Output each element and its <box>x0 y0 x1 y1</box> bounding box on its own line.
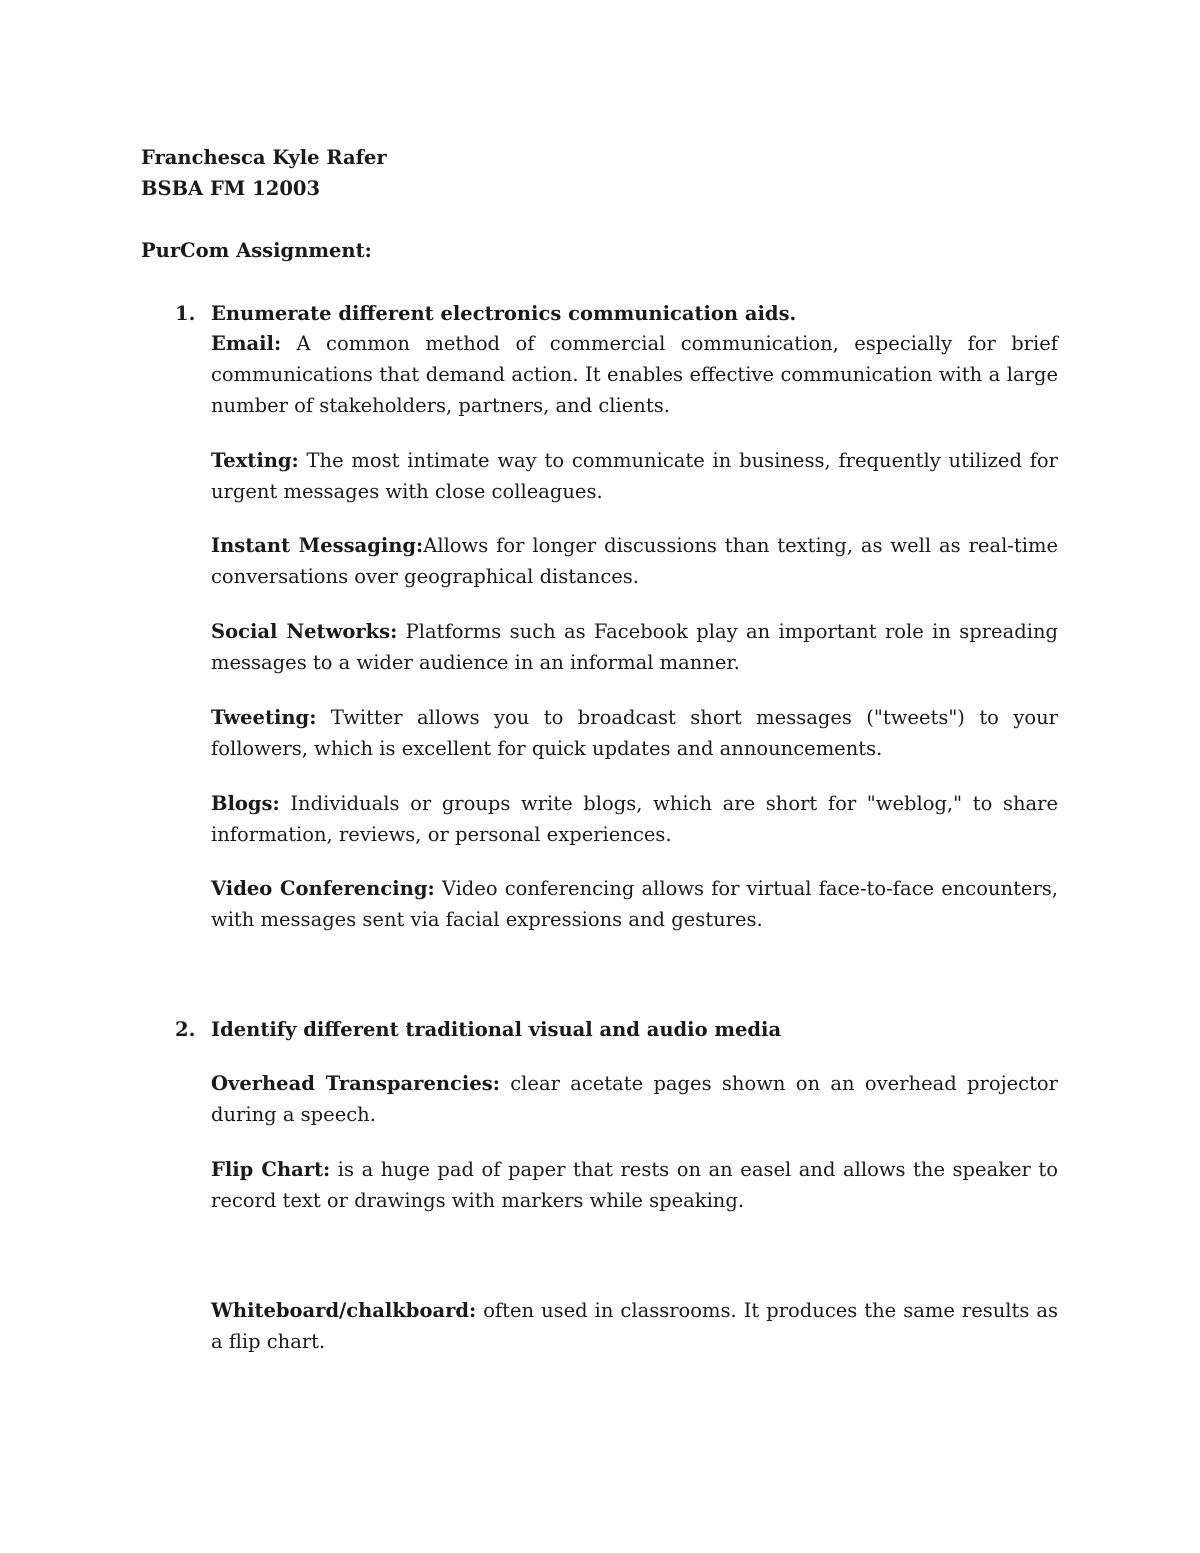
item-term: Blogs: <box>211 792 280 815</box>
course-code: BSBA FM 12003 <box>141 177 321 200</box>
item-flip-chart <box>211 1154 1058 1216</box>
item-texting <box>211 445 1058 507</box>
item-whiteboard-chalkboard <box>211 1295 1058 1357</box>
item-text: Platforms such as Facebook play an important role in spreading messages to a wider audience in an informal manner. <box>211 620 1058 674</box>
item-text: often used in classrooms. It produces the same results as a flip chart. <box>211 1299 1058 1353</box>
item-text: is a huge pad of paper that rests on an easel and allows the speaker to record text or drawings with markers while speaking. <box>211 1158 1058 1212</box>
item-term: Overhead Transparencies: <box>211 1072 500 1095</box>
question-1-number: 1. <box>175 302 196 325</box>
item-text: clear acetate pages shown on an overhead projector during a speech. <box>211 1072 1058 1126</box>
item-text: Video conferencing allows for virtual face-to-face encounters, with messages sent via facial expressions and gestures. <box>211 877 1058 931</box>
item-email <box>211 328 1058 421</box>
item-term: Video Conferencing: <box>211 877 435 900</box>
item-blogs <box>211 788 1058 850</box>
item-term: Texting: <box>211 449 299 472</box>
author-name: Franchesca Kyle Rafer <box>141 146 387 169</box>
item-text: Individuals or groups write blogs, which are short for "weblog," to share information, reviews, or personal experiences. <box>211 792 1058 846</box>
document-header <box>141 142 1061 204</box>
question-1-title <box>175 298 1075 329</box>
item-text: Allows for longer discussions than texting, as well as real-time conversations over geographical distances. <box>211 534 1059 588</box>
item-video-conferencing <box>211 873 1058 935</box>
question-2-title <box>175 1014 1075 1045</box>
item-term: Flip Chart: <box>211 1158 331 1181</box>
item-social-networks <box>211 616 1058 678</box>
item-instant-messaging <box>211 530 1058 592</box>
item-text: The most intimate way to communicate in business, frequently utilized for urgent messages with close colleagues. <box>211 449 1058 503</box>
question-2-number: 2. <box>175 1018 196 1041</box>
item-term: Social Networks: <box>211 620 398 643</box>
item-term: Whiteboard/chalkboard: <box>211 1299 477 1322</box>
item-tweeting <box>211 702 1058 764</box>
question-2-text: Identify different traditional visual and audio media <box>211 1018 782 1041</box>
item-text: Twitter allows you to broadcast short messages ("tweets") to your followers, which is excellent for quick updates and announcements. <box>211 706 1058 760</box>
item-term: Email: <box>211 332 282 355</box>
item-overhead-transparencies <box>211 1068 1058 1130</box>
item-term: Instant Messaging: <box>211 534 424 557</box>
question-1-text: Enumerate different electronics communication aids. <box>211 302 797 325</box>
item-text: A common method of commercial communication, especially for brief communications that demand action. It enables effective communication with a large number of stakeholders, partners, and clients. <box>211 332 1058 417</box>
item-term: Tweeting: <box>211 706 317 729</box>
assignment-title: PurCom Assignment: <box>141 239 372 262</box>
